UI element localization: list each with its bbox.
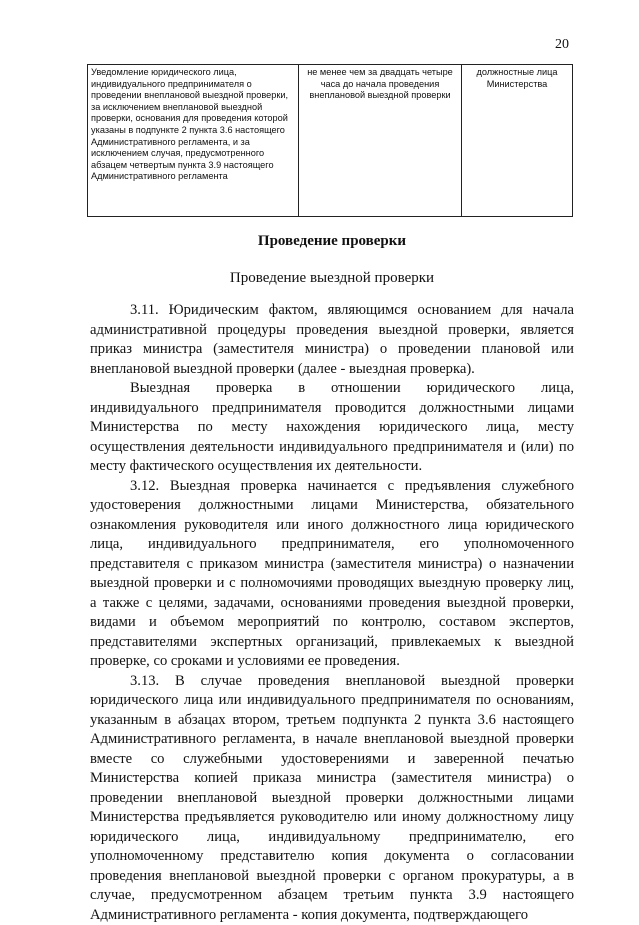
paragraph-3-13: 3.13. В случае проведения внеплановой выездной проверки юридического лица или индивидуального предпринимателя по основаниям, указанным в абзацах втором, третьем подпункта 2 пункта 3.6 настоящего Административного регламента, в начале внеплановой выездной проверки вместе со служебными удостоверениями и заверенной печатью Министерства копией приказа министра (заместителя министра) о проведении внеплановой выездной проверки должностными лицами Министерства предъявляется руководителю или иному должностному лицу юридического лица, индивидуальному предпринимателю, его уполномоченному представителю копия документа о согласовании проведения внеплановой выездной проверки с органом прокуратуры, а в случае, предусмотренном абзацем третьим пункта 3.9 настоящего Административного регламента - копия документа, подтверждающего <box>90 672 574 925</box>
paragraph-3-11: 3.11. Юридическим фактом, являющимся основанием для начала административной процедуры проведения выездной проверки, является приказ министра (заместителя министра) о проведении плановой или внеплановой выездной проверки (далее - выездная проверка). <box>90 301 574 379</box>
table-cell-action: Уведомление юридического лица, индивидуального предпринимателя о проведении внеплановой выездной проверки, за исключением внеплановой выездной проверки, основания для проведения которой указаны в подпункте 2 пункта 3.6 настоящего Административного регламента, и за исключением случая, предусмотренного абзацем четвертым пункта 3.9 настоящего Административного регламента <box>88 65 299 217</box>
table-cell-deadline: не менее чем за двадцать четыре часа до начала проведения внеплановой выездной проверки <box>299 65 462 217</box>
procedure-table <box>87 64 573 217</box>
paragraph-3-12: 3.12. Выездная проверка начинается с предъявления служебного удостоверения должностными лицами Министерства, обязательного ознакомления руководителя или иного должностного лица юридического лица, индивидуального предпринимателя, его уполномоченного представителя с приказом министра (заместителя министра) о назначении выездной проверки и с полномочиями проводящих выездную проверку лиц, а также с целями, задачами, основаниями проведения выездной проверки, видами и объемом мероприятий по контролю, составом экспертов, представителями экспертных организаций, привлекаемых к выездной проверке, со сроками и условиями ее проведения. <box>90 477 574 672</box>
paragraph-site-inspection: Выездная проверка в отношении юридического лица, индивидуального предпринимателя проводится должностными лицами Министерства по месту нахождения юридического лица, месту осуществления деятельности индивидуального предпринимателя и (или) по месту фактического осуществления их деятельности. <box>90 379 574 477</box>
body-text <box>90 301 574 925</box>
subsection-heading: Проведение выездной проверки <box>90 270 574 287</box>
page-number: 20 <box>555 37 569 53</box>
table-row <box>88 65 573 217</box>
section-heading: Проведение проверки <box>90 233 574 250</box>
table-cell-responsible: должностные лица Министерства <box>462 65 573 217</box>
